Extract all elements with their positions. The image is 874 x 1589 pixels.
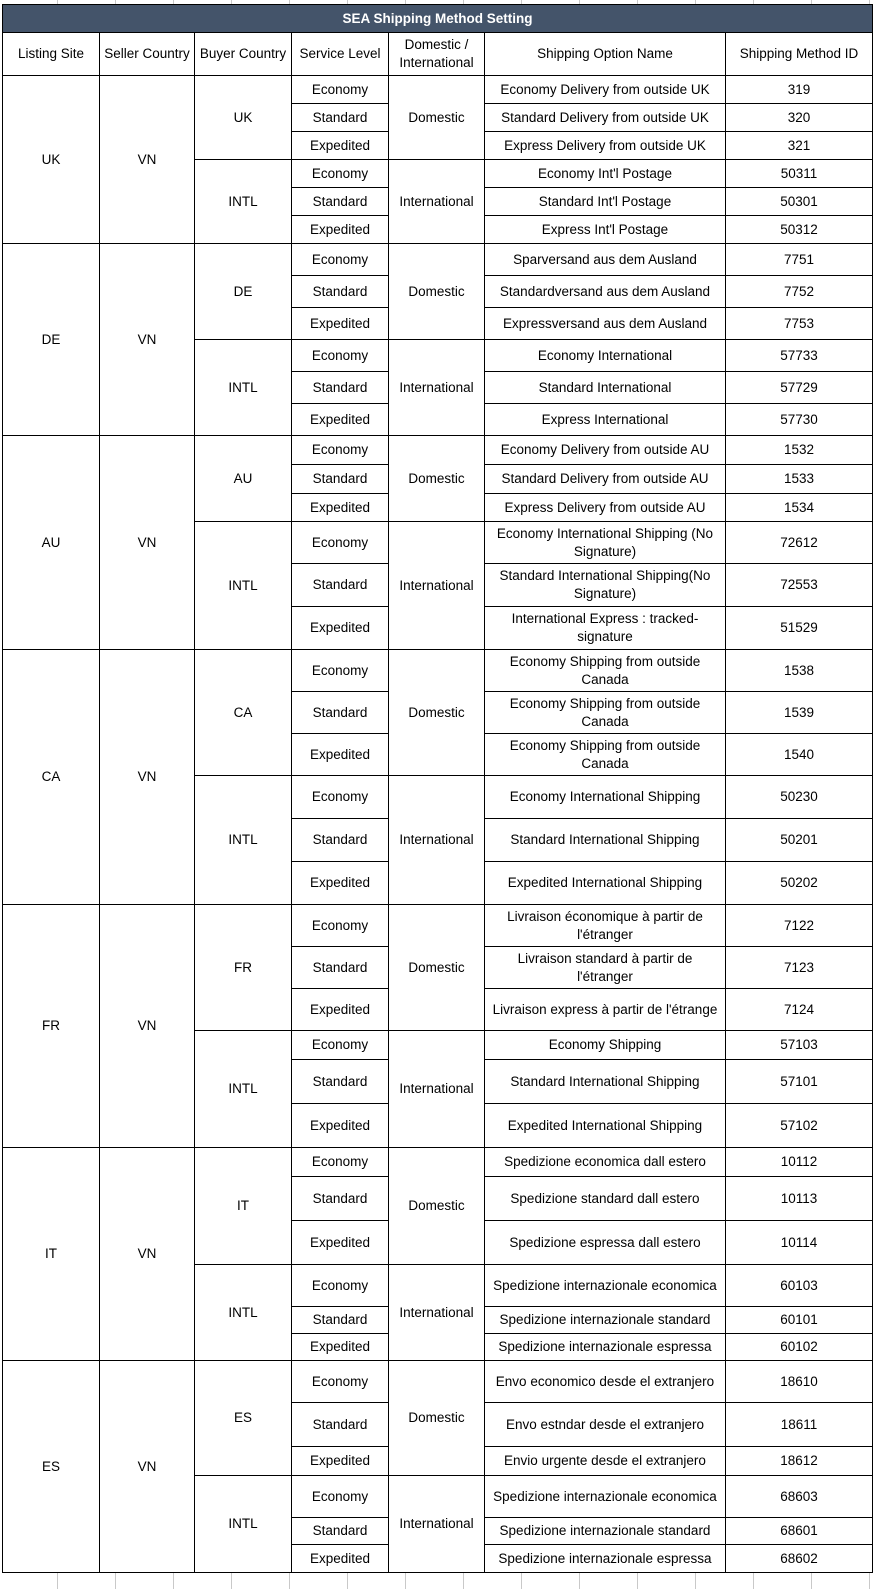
method-id-cell: 10112 — [726, 1148, 873, 1177]
method-id-cell: 50201 — [726, 819, 873, 862]
listing-site-cell: FR — [3, 905, 100, 1148]
option-name-cell: Economy Delivery from outside UK — [485, 76, 726, 104]
method-id-cell: 60102 — [726, 1334, 873, 1361]
option-name-cell: Economy Shipping — [485, 1031, 726, 1060]
service-level-cell: Economy — [292, 76, 389, 104]
method-id-cell: 68601 — [726, 1518, 873, 1545]
service-level-cell: Economy — [292, 1148, 389, 1177]
option-name-cell: Standard Delivery from outside UK — [485, 104, 726, 132]
title-row — [3, 5, 873, 33]
table-row — [3, 905, 873, 947]
service-level-cell: Expedited — [292, 1334, 389, 1361]
option-name-cell: Standard International Shipping(No Signature) — [485, 564, 726, 607]
service-level-cell: Standard — [292, 692, 389, 734]
option-name-cell: Economy Shipping from outside Canada — [485, 650, 726, 692]
option-name-cell: Envio urgente desde el extranjero — [485, 1447, 726, 1476]
col-header-service-level: Service Level — [292, 33, 389, 76]
service-level-cell: Economy — [292, 1476, 389, 1518]
buyer-country-cell: IT — [195, 1148, 292, 1265]
method-id-cell: 60103 — [726, 1265, 873, 1307]
buyer-country-cell: ES — [195, 1361, 292, 1476]
scope-cell: International — [389, 160, 485, 244]
service-level-cell: Standard — [292, 947, 389, 989]
method-id-cell: 18611 — [726, 1403, 873, 1447]
option-name-cell: Envo estndar desde el extranjero — [485, 1403, 726, 1447]
option-name-cell: Expedited International Shipping — [485, 1104, 726, 1148]
service-level-cell: Expedited — [292, 862, 389, 905]
service-level-cell: Standard — [292, 188, 389, 216]
scope-cell: International — [389, 1476, 485, 1573]
listing-site-cell: IT — [3, 1148, 100, 1361]
option-name-cell: Economy Shipping from outside Canada — [485, 692, 726, 734]
method-id-cell: 10113 — [726, 1177, 873, 1221]
method-id-cell: 1533 — [726, 465, 873, 494]
option-name-cell: Economy International Shipping (No Signature) — [485, 522, 726, 564]
service-level-cell: Economy — [292, 1361, 389, 1403]
service-level-cell: Economy — [292, 905, 389, 947]
option-name-cell: Economy Shipping from outside Canada — [485, 734, 726, 776]
method-id-cell: 320 — [726, 104, 873, 132]
service-level-cell: Standard — [292, 276, 389, 308]
col-header-buyer-country: Buyer Country — [195, 33, 292, 76]
service-level-cell: Expedited — [292, 1545, 389, 1573]
buyer-country-cell: AU — [195, 436, 292, 522]
service-level-cell: Standard — [292, 1177, 389, 1221]
seller-country-cell: VN — [100, 436, 195, 650]
option-name-cell: Standard International Shipping — [485, 819, 726, 862]
service-level-cell: Economy — [292, 650, 389, 692]
service-level-cell: Economy — [292, 340, 389, 372]
table-row — [3, 76, 873, 104]
option-name-cell: Standardversand aus dem Ausland — [485, 276, 726, 308]
table-row — [3, 650, 873, 692]
scope-cell: International — [389, 776, 485, 905]
shipping-method-table — [2, 4, 873, 1573]
table-row — [3, 244, 873, 276]
method-id-cell: 18610 — [726, 1361, 873, 1403]
service-level-cell: Economy — [292, 244, 389, 276]
option-name-cell: Express Delivery from outside AU — [485, 494, 726, 522]
method-id-cell: 50301 — [726, 188, 873, 216]
service-level-cell: Expedited — [292, 1104, 389, 1148]
service-level-cell: Standard — [292, 1307, 389, 1334]
table-row — [3, 436, 873, 465]
method-id-cell: 10114 — [726, 1221, 873, 1265]
method-id-cell: 50312 — [726, 216, 873, 244]
method-id-cell: 319 — [726, 76, 873, 104]
service-level-cell: Economy — [292, 1031, 389, 1060]
option-name-cell: Economy International Shipping — [485, 776, 726, 819]
method-id-cell: 7122 — [726, 905, 873, 947]
method-id-cell: 72553 — [726, 564, 873, 607]
service-level-cell: Expedited — [292, 1221, 389, 1265]
option-name-cell: Livraison standard à partir de l'étranger — [485, 947, 726, 989]
option-name-cell: Spedizione internazionale economica — [485, 1476, 726, 1518]
method-id-cell: 50202 — [726, 862, 873, 905]
service-level-cell: Standard — [292, 819, 389, 862]
listing-site-cell: AU — [3, 436, 100, 650]
method-id-cell: 7753 — [726, 308, 873, 340]
service-level-cell: Economy — [292, 1265, 389, 1307]
col-header-shipping-option-name: Shipping Option Name — [485, 33, 726, 76]
option-name-cell: Express Int'l Postage — [485, 216, 726, 244]
scope-cell: Domestic — [389, 244, 485, 340]
buyer-country-cell: UK — [195, 76, 292, 160]
method-id-cell: 57729 — [726, 372, 873, 404]
option-name-cell: Standard International — [485, 372, 726, 404]
method-id-cell: 7752 — [726, 276, 873, 308]
option-name-cell: Economy Int'l Postage — [485, 160, 726, 188]
service-level-cell: Standard — [292, 1403, 389, 1447]
table-row — [3, 1148, 873, 1177]
buyer-country-cell: INTL — [195, 340, 292, 436]
option-name-cell: Express Delivery from outside UK — [485, 132, 726, 160]
method-id-cell: 57101 — [726, 1060, 873, 1104]
method-id-cell: 72612 — [726, 522, 873, 564]
scope-cell: Domestic — [389, 436, 485, 522]
option-name-cell: Sparversand aus dem Ausland — [485, 244, 726, 276]
gridline-strip-bottom — [0, 1573, 874, 1589]
scope-cell: Domestic — [389, 76, 485, 160]
listing-site-cell: DE — [3, 244, 100, 436]
option-name-cell: Expressversand aus dem Ausland — [485, 308, 726, 340]
method-id-cell: 1539 — [726, 692, 873, 734]
option-name-cell: Standard Int'l Postage — [485, 188, 726, 216]
option-name-cell: Spedizione internazionale espressa — [485, 1545, 726, 1573]
option-name-cell: Economy Delivery from outside AU — [485, 436, 726, 465]
service-level-cell: Expedited — [292, 216, 389, 244]
option-name-cell: Spedizione standard dall estero — [485, 1177, 726, 1221]
option-name-cell: Standard International Shipping — [485, 1060, 726, 1104]
seller-country-cell: VN — [100, 650, 195, 905]
method-id-cell: 18612 — [726, 1447, 873, 1476]
option-name-cell: Spedizione internazionale standard — [485, 1518, 726, 1545]
service-level-cell: Expedited — [292, 404, 389, 436]
service-level-cell: Economy — [292, 160, 389, 188]
col-header-seller-country: Seller Country — [100, 33, 195, 76]
method-id-cell: 1540 — [726, 734, 873, 776]
seller-country-cell: VN — [100, 1361, 195, 1573]
buyer-country-cell: INTL — [195, 522, 292, 650]
method-id-cell: 57730 — [726, 404, 873, 436]
option-name-cell: Express International — [485, 404, 726, 436]
col-header-listing-site: Listing Site — [3, 33, 100, 76]
service-level-cell: Standard — [292, 1060, 389, 1104]
service-level-cell: Economy — [292, 776, 389, 819]
method-id-cell: 60101 — [726, 1307, 873, 1334]
service-level-cell: Economy — [292, 522, 389, 564]
option-name-cell: International Express : tracked-signature — [485, 607, 726, 650]
method-id-cell: 68602 — [726, 1545, 873, 1573]
option-name-cell: Livraison express à partir de l'étrange — [485, 989, 726, 1031]
listing-site-cell: CA — [3, 650, 100, 905]
method-id-cell: 57102 — [726, 1104, 873, 1148]
scope-cell: International — [389, 340, 485, 436]
buyer-country-cell: CA — [195, 650, 292, 776]
listing-site-cell: ES — [3, 1361, 100, 1573]
option-name-cell: Economy International — [485, 340, 726, 372]
method-id-cell: 7751 — [726, 244, 873, 276]
method-id-cell: 50311 — [726, 160, 873, 188]
buyer-country-cell: FR — [195, 905, 292, 1031]
seller-country-cell: VN — [100, 1148, 195, 1361]
col-header-domestic-international: Domestic / International — [389, 33, 485, 76]
service-level-cell: Expedited — [292, 1447, 389, 1476]
method-id-cell: 57733 — [726, 340, 873, 372]
seller-country-cell: VN — [100, 76, 195, 244]
method-id-cell: 7124 — [726, 989, 873, 1031]
service-level-cell: Expedited — [292, 132, 389, 160]
service-level-cell: Standard — [292, 104, 389, 132]
table-title: SEA Shipping Method Setting — [3, 5, 873, 33]
option-name-cell: Spedizione internazionale espressa — [485, 1334, 726, 1361]
option-name-cell: Spedizione internazionale standard — [485, 1307, 726, 1334]
service-level-cell: Expedited — [292, 607, 389, 650]
seller-country-cell: VN — [100, 244, 195, 436]
option-name-cell: Livraison économique à partir de l'étranger — [485, 905, 726, 947]
option-name-cell: Spedizione espressa dall estero — [485, 1221, 726, 1265]
service-level-cell: Standard — [292, 372, 389, 404]
scope-cell: Domestic — [389, 1361, 485, 1476]
option-name-cell: Spedizione internazionale economica — [485, 1265, 726, 1307]
method-id-cell: 57103 — [726, 1031, 873, 1060]
option-name-cell: Expedited International Shipping — [485, 862, 726, 905]
buyer-country-cell: INTL — [195, 1476, 292, 1573]
method-id-cell: 321 — [726, 132, 873, 160]
method-id-cell: 1534 — [726, 494, 873, 522]
scope-cell: Domestic — [389, 1148, 485, 1265]
buyer-country-cell: INTL — [195, 1265, 292, 1361]
buyer-country-cell: INTL — [195, 160, 292, 244]
scope-cell: Domestic — [389, 905, 485, 1031]
scope-cell: International — [389, 522, 485, 650]
buyer-country-cell: INTL — [195, 776, 292, 905]
service-level-cell: Standard — [292, 465, 389, 494]
option-name-cell: Standard Delivery from outside AU — [485, 465, 726, 494]
method-id-cell: 7123 — [726, 947, 873, 989]
service-level-cell: Standard — [292, 1518, 389, 1545]
service-level-cell: Economy — [292, 436, 389, 465]
option-name-cell: Spedizione economica dall estero — [485, 1148, 726, 1177]
service-level-cell: Expedited — [292, 308, 389, 340]
method-id-cell: 51529 — [726, 607, 873, 650]
method-id-cell: 1532 — [726, 436, 873, 465]
scope-cell: Domestic — [389, 650, 485, 776]
service-level-cell: Standard — [292, 564, 389, 607]
method-id-cell: 50230 — [726, 776, 873, 819]
scope-cell: International — [389, 1265, 485, 1361]
buyer-country-cell: DE — [195, 244, 292, 340]
table-row — [3, 1361, 873, 1403]
method-id-cell: 68603 — [726, 1476, 873, 1518]
service-level-cell: Expedited — [292, 989, 389, 1031]
service-level-cell: Expedited — [292, 494, 389, 522]
listing-site-cell: UK — [3, 76, 100, 244]
service-level-cell: Expedited — [292, 734, 389, 776]
buyer-country-cell: INTL — [195, 1031, 292, 1148]
option-name-cell: Envo economico desde el extranjero — [485, 1361, 726, 1403]
col-header-shipping-method-id: Shipping Method ID — [726, 33, 873, 76]
seller-country-cell: VN — [100, 905, 195, 1148]
scope-cell: International — [389, 1031, 485, 1148]
method-id-cell: 1538 — [726, 650, 873, 692]
header-row — [3, 33, 873, 76]
